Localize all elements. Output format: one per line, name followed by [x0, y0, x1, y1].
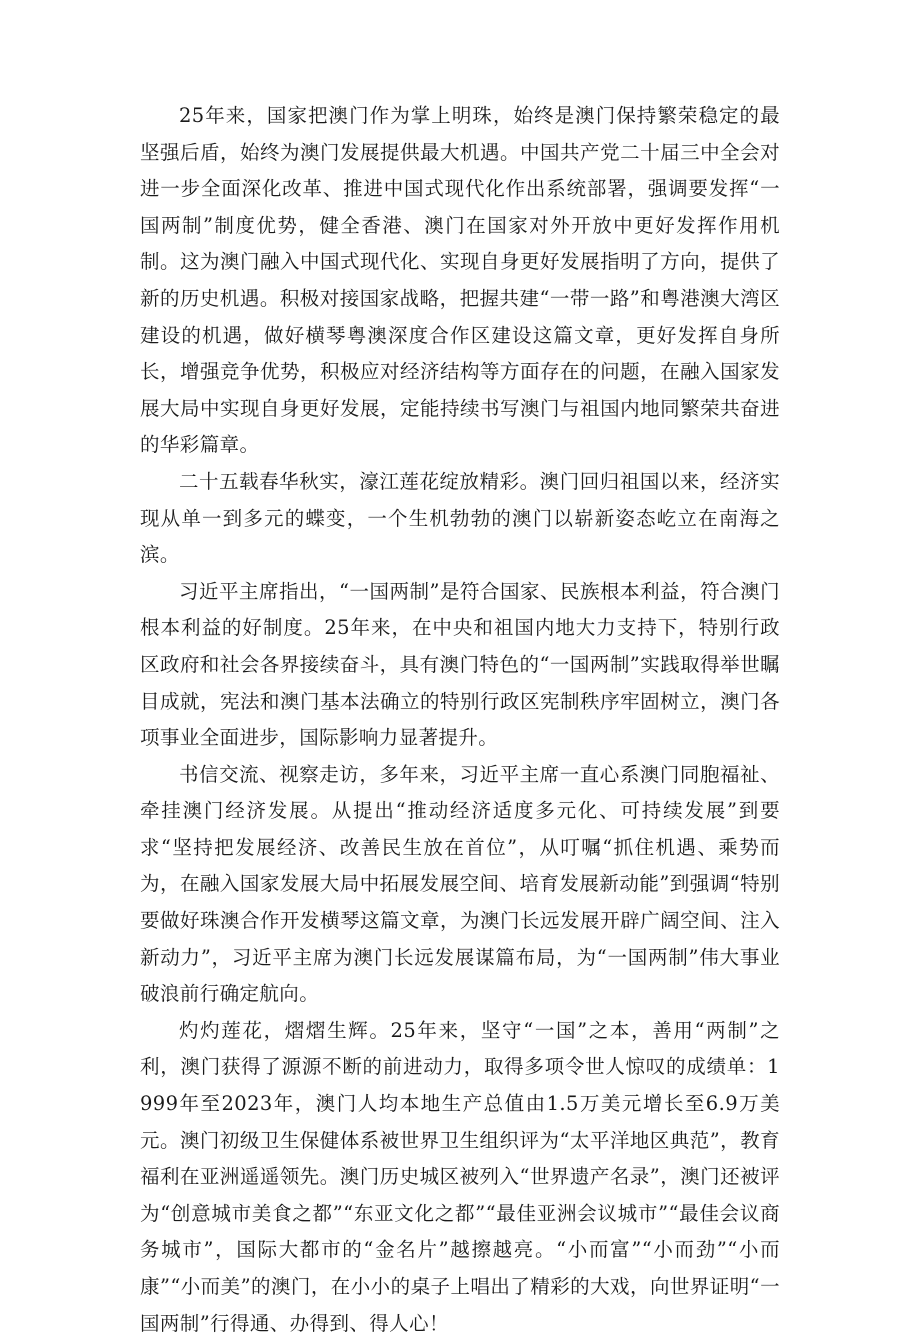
- article-body: [140, 98, 780, 1342]
- paragraph-1: 25年来，国家把澳门作为掌上明珠，始终是澳门保持繁荣稳定的最坚强后盾，始终为澳门发展提供最大机遇。中国共产党二十届三中全会对进一步全面深化改革、推进中国式现代化作出系统部署，强调要发挥“一国两制”制度优势，健全香港、澳门在国家对外开放中更好发挥作用机制。这为澳门融入中国式现代化、实现自身更好发展指明了方向，提供了新的历史机遇。积极对接国家战略，把握共建“一带一路”和粤港澳大湾区建设的机遇，做好横琴粤澳深度合作区建设这篇文章，更好发挥自身所长，增强竞争优势，积极应对经济结构等方面存在的问题，在融入国家发展大局中实现自身更好发展，定能持续书写澳门与祖国内地同繁荣共奋进的华彩篇章。: [140, 104, 780, 457]
- paragraph-2: 二十五载春华秋实，濠江莲花绽放精彩。澳门回归祖国以来，经济实现从单一到多元的蝶变，一个生机勃勃的澳门以崭新姿态屹立在南海之滨。: [140, 469, 780, 567]
- paragraph-3: 习近平主席指出，“一国两制”是符合国家、民族根本利益，符合澳门根本利益的好制度。25年来，在中央和祖国内地大力支持下，特别行政区政府和社会各界接续奋斗，具有澳门特色的“一国两制”实践取得举世瞩目成就，宪法和澳门基本法确立的特别行政区宪制秩序牢固树立，澳门各项事业全面进步，国际影响力显著提升。: [140, 579, 780, 750]
- paragraph-4: 书信交流、视察走访，多年来，习近平主席一直心系澳门同胞福祉、牵挂澳门经济发展。从提出“推动经济适度多元化、可持续发展”到要求“坚持把发展经济、改善民生放在首位”，从叮嘱“抓住机遇、乘势而为，在融入国家发展大局中拓展发展空间、培育发展新动能”到强调“特别要做好珠澳合作开发横琴这篇文章，为澳门长远发展开辟广阔空间、注入新动力”，习近平主席为澳门长远发展谋篇布局，为“一国两制”伟大事业破浪前行确定航向。: [140, 762, 780, 1006]
- paragraph-5: 灼灼莲花，熠熠生辉。25年来，坚守“一国”之本，善用“两制”之利，澳门获得了源源不断的前进动力，取得多项令世人惊叹的成绩单：1999年至2023年，澳门人均本地生产总值由1.5万美元增长至6.9万美元。澳门初级卫生保健体系被世界卫生组织评为“太平洋地区典范”，教育福利在亚洲遥遥领先。澳门历史城区被列入“世界遗产名录”，澳门还被评为“创意城市美食之都”“东亚文化之都”“最佳亚洲会议城市”“最佳会议商务城市”，国际大都市的“金名片”越擦越亮。“小而富”“小而劲”“小而康”“小而美”的澳门，在小小的桌子上唱出了精彩的大戏，向世界证明“一国两制”行得通、办得到、得人心！: [140, 1018, 780, 1335]
